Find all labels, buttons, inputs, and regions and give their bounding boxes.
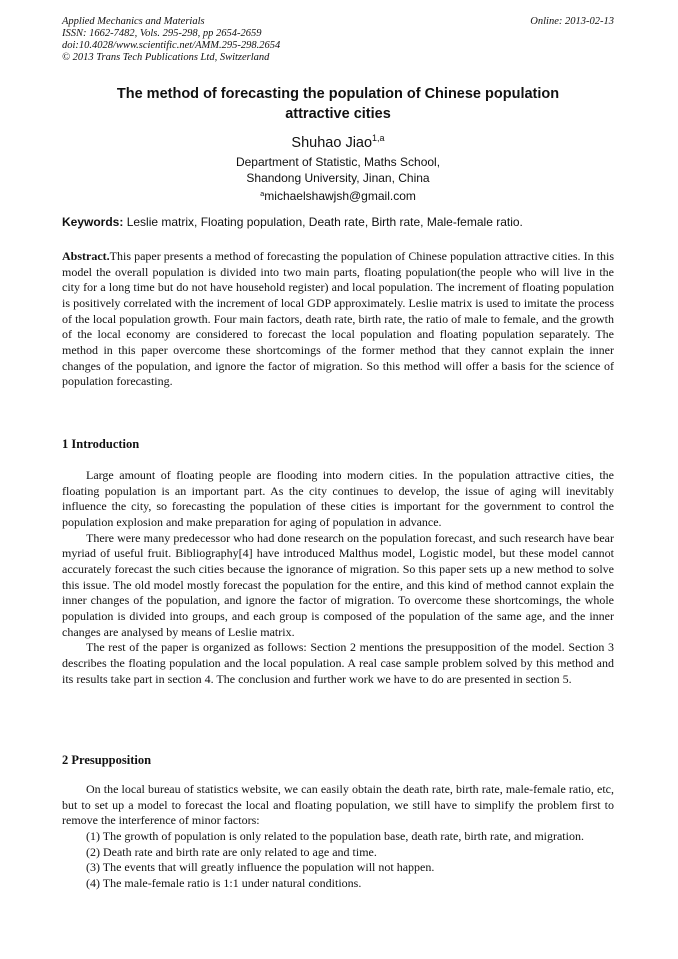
email-sup: a — [260, 189, 265, 198]
title-line-2: attractive cities — [285, 106, 391, 122]
journal-name: Applied Mechanics and Materials — [62, 16, 205, 27]
intro-paragraph-3: The rest of the paper is organized as follows: Section 2 mentions the presupposition of the model. Section 3 describes the floating population and the local population. A real case sample problem solved by this method and its results take part in section 4. The conclusion and further work we have to do are presented in section 5. — [62, 640, 614, 686]
section-1-heading: 1 Introduction — [62, 437, 140, 451]
affiliation — [62, 154, 614, 204]
intro-paragraph-2: There were many predecessor who had done research on the population forecast, and such research have bear myriad of useful fruit. Bibliography[4] have introduced Malthus model, Logistic model, but these model cannot accurately forecast the such cities because the ignorance of migration. So this paper sets up a new method to solve this issue. The old model mostly forecast the population for the entire, and this kind of method cannot explain the inner changes of the population, and ignore the factor of migration. To overcome these shortcomings, the whole population is divided into groups, and each group is composed of the population of the same age, and the inner changes are analysed by means of Leslie matrix. — [62, 530, 614, 639]
intro-paragraph-1: Large amount of floating people are flooding into modern cities. In the population attractive cities, the floating population is an important part. As the city continues to develop, the issue of aging will inevitably influence the city, so forecasting the population of these cities is important for the government to control the population explosion and make preparation for aging of population in advance. — [62, 468, 614, 529]
affiliation-line-1: Department of Statistic, Maths School, — [235, 155, 441, 169]
email-text: michaelshawjsh@gmail.com — [264, 189, 416, 203]
keywords-text: Leslie matrix, Floating population, Death rate, Birth rate, Male-female ratio. — [123, 215, 523, 229]
affiliation-line-2: Shandong University, Jinan, China — [246, 171, 430, 185]
journal-header — [62, 16, 482, 64]
section-1-body — [62, 468, 614, 687]
paper-title — [62, 84, 614, 124]
author-sup: 1,a — [372, 133, 385, 143]
presupposition-item-1: (1) The growth of population is only related to the population base, death rate, birth rate, and migration. — [86, 828, 584, 843]
abstract — [62, 249, 614, 390]
presupposition-item-4: (4) The male-female ratio is 1:1 under natural conditions. — [86, 875, 362, 890]
keywords-label: Keywords: — [62, 215, 124, 229]
presupposition-item-3: (3) The events that will greatly influence the population will not happen. — [86, 860, 435, 875]
journal-issn: ISSN: 1662-7482, Vols. 295-298, pp 2654-2659 — [62, 28, 262, 39]
section-2-body — [62, 782, 614, 892]
section-2-heading: 2 Presupposition — [62, 753, 152, 767]
keywords — [62, 214, 622, 230]
author — [62, 129, 614, 152]
abstract-text: This paper presents a method of forecasting the population of Chinese population attractive cities. In this model the overall population is divided into two main parts, floating population(the people who will live in the city for a long time but do not have household register) and local population. The increment of floating population is positively correlated with the increment of local GDP approximately. Leslie matrix is used to imitate the process of the local population growth. Four main factors, death rate, birth rate, the ratio of male to female, and the growth of the local economy are considered to forecast the local population and floating population separately. The method in this paper overcome these shortcomings of the former method that they cannot explain the inner changes of the population, and ignore the factor of migration. So this method will offer a basis for the science of population forecasting. — [62, 249, 614, 389]
journal-copyright: © 2013 Trans Tech Publications Ltd, Switzerland — [62, 52, 270, 63]
presupposition-item-2: (2) Death rate and birth rate are only related to age and time. — [86, 844, 377, 859]
author-email — [62, 186, 614, 204]
author-name: Shuhao Jiao — [291, 135, 373, 151]
presupposition-paragraph: On the local bureau of statistics website, we can easily obtain the death rate, birth rate, male-female ratio, etc, but to set up a model to forecast the local and floating population, we still have to simplify the problem first to remove the interference of minor factors: — [62, 782, 614, 828]
title-line-1: The method of forecasting the population of Chinese population — [116, 86, 560, 102]
abstract-label: Abstract. — [62, 249, 110, 263]
online-date: Online: 2013-02-13 — [530, 16, 614, 27]
journal-doi: doi:10.4028/www.scientific.net/AMM.295-298.2654 — [62, 40, 281, 51]
